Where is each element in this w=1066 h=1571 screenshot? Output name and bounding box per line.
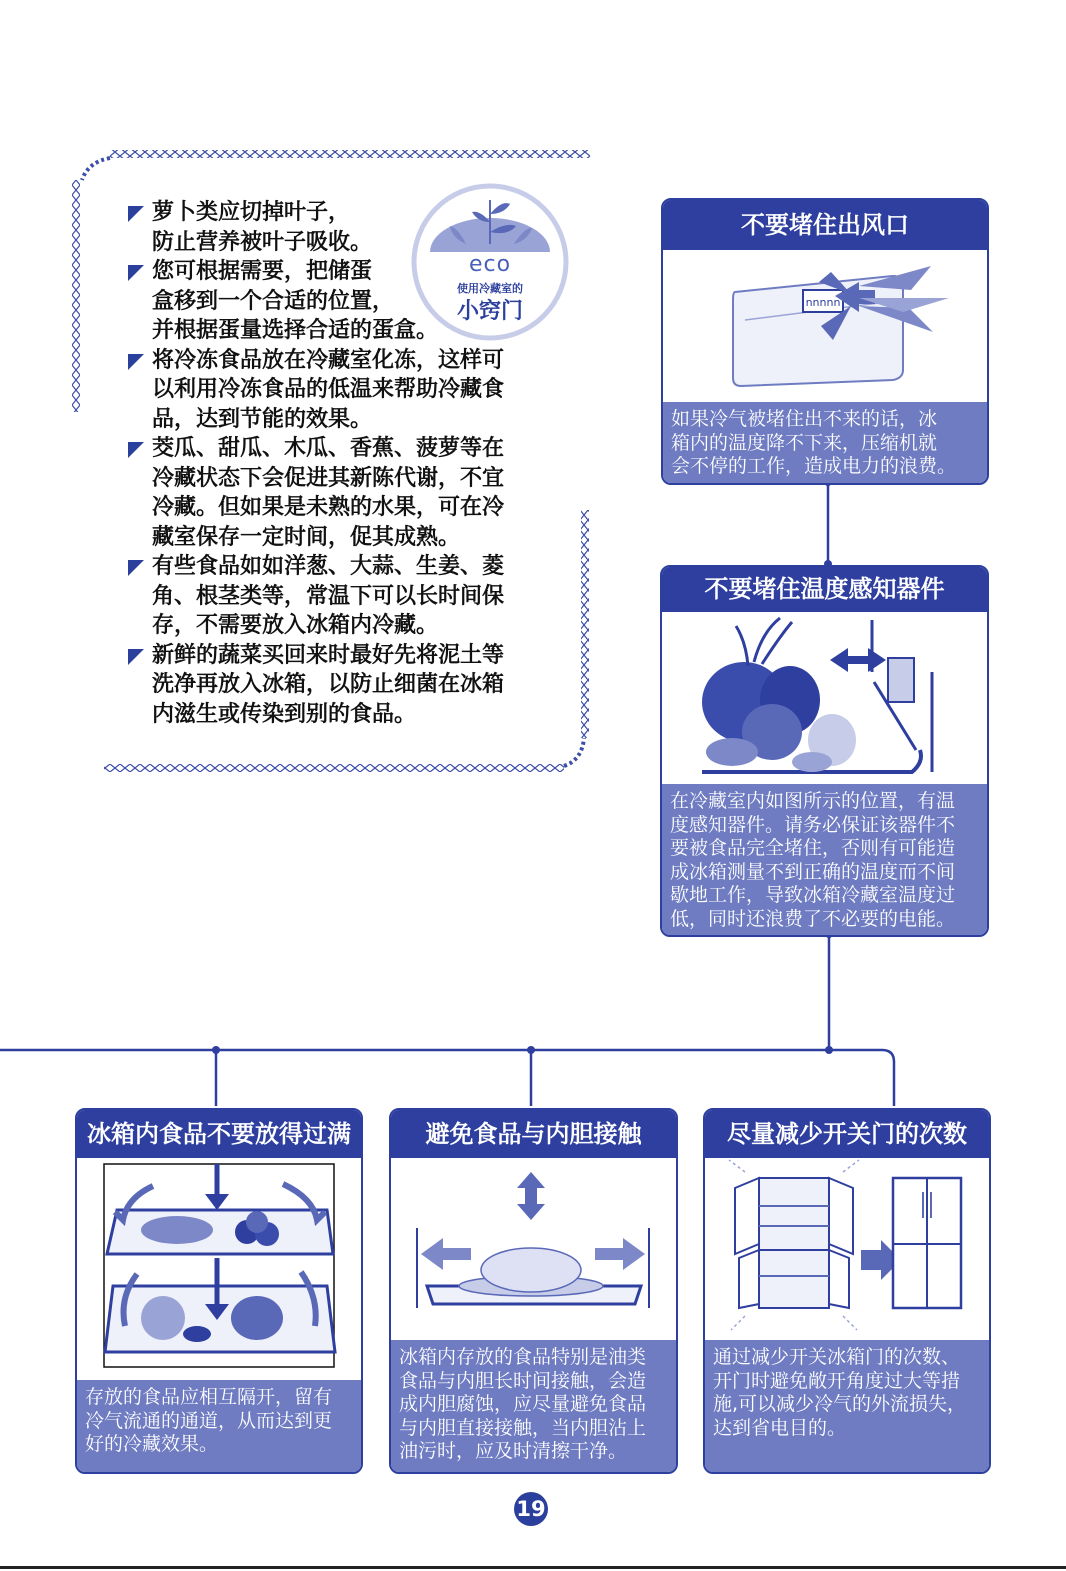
- tip-text: 冷藏。但如果是未熟的水果，可在冷: [152, 495, 505, 520]
- desc-line: 会不停的工作，造成电力的浪费。: [671, 455, 957, 477]
- tip-text: 有些食品如如洋葱、大蒜、生姜、菱: [152, 554, 505, 579]
- eco-label: eco: [468, 252, 512, 277]
- card-title: 不要堵住温度感知器件: [662, 567, 987, 612]
- card-not-too-full: [75, 1108, 363, 1474]
- shelves-illustration: [77, 1158, 361, 1380]
- bottom-rule: [0, 1566, 1066, 1569]
- tip-text: 将冷冻食品放在冷藏室化冻，这样可: [152, 347, 505, 373]
- vent-illustration: [663, 250, 987, 400]
- desc-line: 在冷藏室内如图所示的位置，有温: [670, 790, 956, 812]
- tip-text: 内滋生或传染到别的食品。: [152, 701, 417, 727]
- tip-text: 茭瓜、甜瓜、木瓜、香蕉、菠萝等在: [152, 436, 505, 461]
- card-reduce-door-opening: [703, 1108, 991, 1474]
- desc-line: 冷气流通的通道，从而达到更: [85, 1409, 333, 1432]
- desc-line: 施,可以减少冷气的外流损失，: [713, 1393, 967, 1415]
- card-description: [77, 1380, 361, 1472]
- tip-text: 品，达到节能的效果。: [152, 406, 373, 432]
- shelves-food-icon: [77, 1158, 361, 1380]
- card-description: [662, 784, 987, 935]
- desc-line: 达到省电目的。: [713, 1416, 847, 1439]
- card-title: 避免食品与内胆接触: [391, 1110, 676, 1158]
- tip-text: 盒移到一个合适的位置，: [152, 288, 395, 314]
- fridge-doors-icon: [705, 1158, 989, 1340]
- card-avoid-contact: [389, 1108, 678, 1474]
- desc-line: 要被食品完全堵住，否则有可能造: [670, 837, 956, 859]
- card-description: [391, 1340, 676, 1472]
- eco-title: 小窍门: [456, 299, 523, 324]
- tip-text: 并根据蛋量选择合适的蛋盒。: [152, 318, 439, 343]
- air-vent-icon: [663, 250, 987, 400]
- card-description: [663, 402, 987, 483]
- card-title: 冰箱内食品不要放得过满: [77, 1110, 361, 1158]
- desc-line: 通过减少开关冰箱门的次数、: [713, 1346, 961, 1368]
- desc-line: 好的冷藏效果。: [85, 1433, 219, 1455]
- tip-text: 角、根茎类等，常温下可以长时间保: [152, 583, 505, 609]
- desc-line: 如果冷气被堵住出不来的话，冰: [671, 408, 938, 430]
- card-title: 不要堵住出风口: [663, 200, 987, 250]
- desc-line: 歇地工作，导致冰箱冷藏室温度过: [670, 884, 956, 906]
- vent-label: nnnnn: [805, 296, 841, 309]
- tip-text: 冷藏状态下会促进其新陈代谢，不宜: [152, 465, 505, 491]
- desc-line: 油污时，应及时清擦干净。: [399, 1440, 628, 1462]
- eco-subtitle: 使用冷藏室的: [457, 282, 523, 295]
- tip-text: 藏室保存一定时间，促其成熟。: [152, 524, 461, 550]
- vegetables-sensor-icon: [662, 612, 987, 784]
- card-description: [705, 1340, 989, 1472]
- desc-line: 存放的食品应相互隔开，留有: [85, 1386, 333, 1408]
- desc-line: 成冰箱测量不到正确的温度而不间: [670, 860, 956, 883]
- doors-illustration: [705, 1158, 989, 1340]
- card-title: 尽量减少开关门的次数: [705, 1110, 989, 1158]
- page-number: 19: [514, 1492, 548, 1526]
- tip-text: 以利用冷冻食品的低温来帮助冷藏食: [152, 377, 505, 402]
- tip-text: 存，不需要放入冰箱内冷藏。: [152, 613, 439, 638]
- desc-line: 开门时避免敞开角度过大等措: [713, 1369, 961, 1392]
- desc-line: 冰箱内存放的食品特别是油类: [399, 1346, 647, 1368]
- contact-illustration: [391, 1158, 676, 1340]
- food-tray-icon: [391, 1158, 676, 1340]
- desc-line: 与内胆直接接触，当内胆沾上: [399, 1416, 647, 1439]
- desc-line: 度感知器件。请务必保证该器件不: [670, 813, 956, 836]
- desc-line: 低，同时还浪费了不必要的电能。: [670, 907, 956, 930]
- tip-text: 您可根据需要，把储蛋: [152, 259, 373, 284]
- sensor-illustration: [662, 612, 987, 784]
- desc-line: 成内胆腐蚀，应尽量避免食品: [399, 1393, 647, 1415]
- card-sensor: [660, 565, 989, 937]
- tip-text: 防止营养被叶子吸收。: [152, 229, 373, 255]
- desc-line: 食品与内胆长时间接触，会造: [399, 1369, 647, 1392]
- desc-line: 箱内的温度降不下来，压缩机就: [671, 431, 938, 454]
- tip-text: 新鲜的蔬菜买回来时最好先将泥土等: [152, 642, 505, 668]
- tip-text: 萝卜类应切掉叶子，: [152, 200, 351, 225]
- card-vent: [661, 198, 989, 485]
- tip-text: 洗净再放入冰箱，以防止细菌在冰箱: [152, 672, 505, 697]
